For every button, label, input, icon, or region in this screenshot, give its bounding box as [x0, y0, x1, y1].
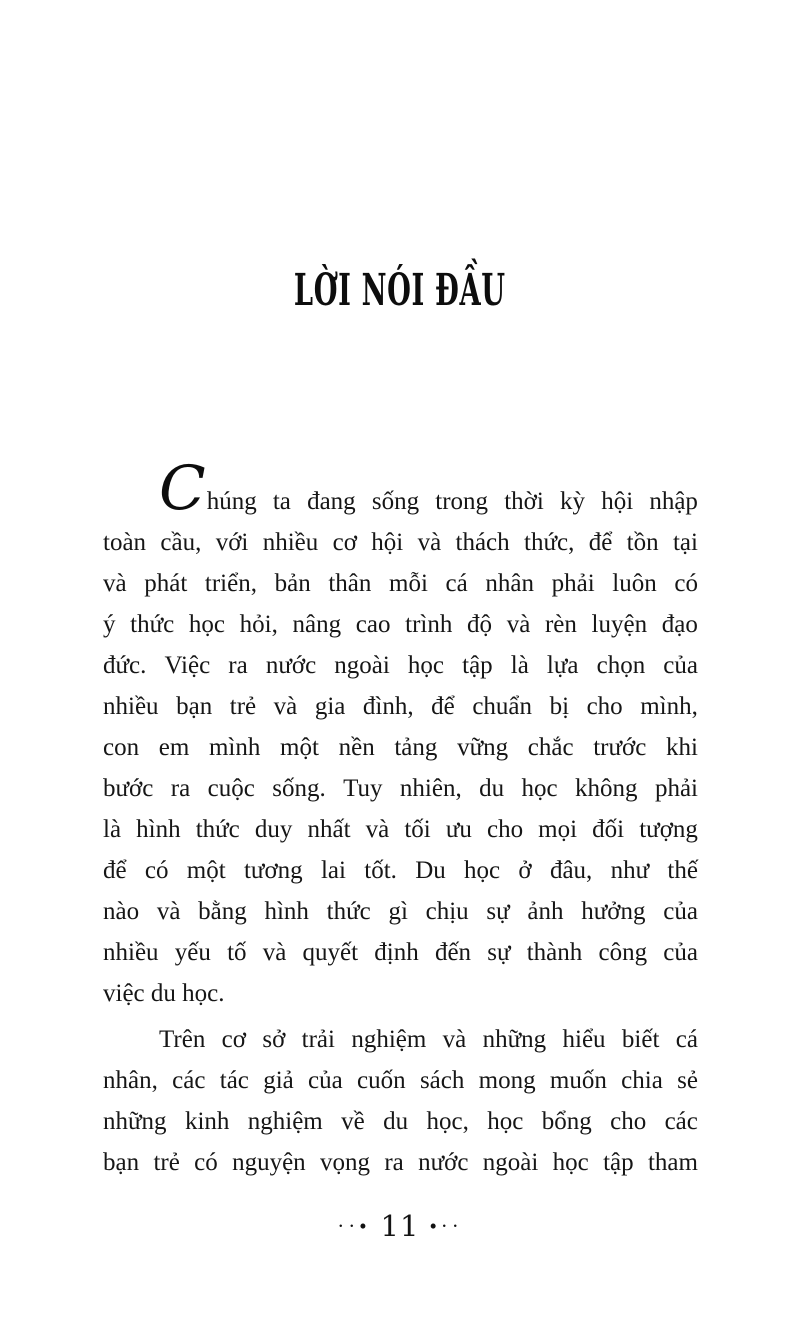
- text-line: [103, 604, 698, 645]
- word: thức: [195, 816, 240, 843]
- word: nâng: [292, 611, 342, 638]
- word: du: [383, 1108, 409, 1135]
- word: nhân: [485, 570, 534, 597]
- word: của: [308, 1067, 343, 1094]
- word: tối: [404, 816, 431, 843]
- word: Tuy: [343, 775, 383, 802]
- word: phải: [551, 570, 595, 597]
- word: lai: [320, 857, 346, 884]
- word: muốn: [549, 1067, 607, 1094]
- word: du: [479, 775, 505, 802]
- drop-cap: C: [159, 453, 206, 524]
- word: bổng: [541, 1108, 592, 1135]
- word: bạn: [103, 1149, 140, 1176]
- word: độ: [467, 611, 493, 638]
- word: để: [431, 693, 455, 720]
- word: mọi: [538, 816, 578, 843]
- word: luôn: [612, 570, 657, 597]
- word: cho: [610, 1108, 647, 1135]
- word: có: [674, 570, 698, 597]
- word: nhiên,: [399, 775, 462, 802]
- word: vững: [457, 734, 509, 761]
- word: và: [103, 570, 127, 597]
- word: học: [464, 857, 501, 884]
- word: có: [144, 857, 169, 884]
- word: và: [156, 898, 181, 925]
- word: và: [417, 529, 442, 556]
- word: cho: [586, 693, 623, 720]
- text-line: [103, 809, 698, 850]
- word: và: [273, 693, 298, 720]
- word: chia: [621, 1067, 663, 1094]
- word: mong: [478, 1067, 536, 1094]
- word: thức: [130, 611, 175, 638]
- word: hội: [371, 529, 404, 556]
- word: học: [487, 1108, 524, 1135]
- word: chịu: [425, 898, 469, 925]
- word: tố: [227, 939, 247, 966]
- word: đình,: [362, 693, 414, 720]
- word: của: [663, 898, 698, 925]
- word: cuốn: [357, 1067, 406, 1094]
- word: cuộc: [207, 775, 255, 802]
- word: cầu,: [160, 529, 202, 556]
- word: thế: [667, 857, 698, 884]
- paragraph: [103, 1019, 698, 1183]
- word: sự: [486, 898, 510, 925]
- word: học: [407, 652, 445, 679]
- page-footer: [0, 1206, 800, 1247]
- word: học,: [426, 1108, 469, 1135]
- word: thành: [526, 939, 583, 966]
- word: lựa: [546, 652, 579, 679]
- word: ở: [518, 857, 532, 884]
- text-line: [103, 563, 698, 604]
- word: phải: [654, 775, 698, 802]
- text-line: [103, 1019, 698, 1060]
- paragraph: [103, 453, 698, 1014]
- word: thân: [328, 570, 372, 597]
- text-line: [103, 522, 698, 563]
- word: chắc: [527, 734, 574, 761]
- word: một: [280, 734, 319, 761]
- word: là: [510, 652, 529, 679]
- word: bằng: [198, 898, 247, 925]
- word: thức,: [524, 529, 575, 556]
- word: như: [610, 857, 650, 884]
- word: cơ: [332, 529, 357, 556]
- word: hiểu: [562, 1026, 606, 1053]
- word: công: [598, 939, 648, 966]
- word: nền: [338, 734, 375, 761]
- word: gia: [314, 693, 346, 720]
- word: sách: [419, 1067, 465, 1094]
- word: bị: [549, 693, 570, 720]
- word: toàn: [103, 529, 147, 556]
- word: hội: [601, 488, 634, 515]
- text-line: [103, 891, 698, 932]
- word: duy: [254, 816, 293, 843]
- word: sở: [262, 1026, 286, 1053]
- word: hỏi,: [239, 611, 278, 638]
- word: triển,: [204, 570, 257, 597]
- word: biết: [621, 1026, 660, 1053]
- word: học: [521, 775, 558, 802]
- word: nước: [265, 652, 317, 679]
- text-line: [103, 768, 698, 809]
- text-line: [103, 686, 698, 727]
- text-line: [103, 1060, 698, 1101]
- word: kỳ: [560, 488, 586, 515]
- word: hình: [136, 816, 181, 843]
- text-line: [103, 645, 698, 686]
- word: đạo: [661, 611, 698, 638]
- word: nhập: [649, 488, 698, 515]
- word: bước: [103, 775, 154, 802]
- word: là: [103, 816, 122, 843]
- word: Du: [415, 857, 446, 884]
- word: để: [103, 857, 127, 884]
- word: đâu,: [549, 857, 593, 884]
- footer-left-dots-ornament: ··•: [337, 1214, 371, 1238]
- chapter-title-text: LỜI NÓI ĐẦU: [294, 265, 506, 316]
- text-line: [103, 1142, 698, 1183]
- word: trẻ: [229, 693, 257, 720]
- word: những: [482, 1026, 547, 1053]
- word: vọng: [320, 1149, 371, 1176]
- text-line: [103, 850, 698, 891]
- word: nhân,: [103, 1067, 158, 1094]
- word: rèn: [544, 611, 577, 638]
- word: bạn: [176, 693, 213, 720]
- word: tác: [219, 1067, 249, 1094]
- word: ta: [272, 488, 291, 515]
- word: những: [103, 1108, 167, 1135]
- word: với: [215, 529, 249, 556]
- word: và: [442, 1026, 467, 1053]
- word: bản: [274, 570, 311, 597]
- word: một: [186, 857, 226, 884]
- text-line: [103, 453, 698, 524]
- word: trước: [593, 734, 647, 761]
- word: cá: [675, 1026, 698, 1053]
- word: mình,: [640, 693, 698, 720]
- word: trình: [405, 611, 453, 638]
- word: ngoài: [334, 652, 390, 679]
- body-text: [103, 453, 698, 1183]
- word: của: [663, 939, 698, 966]
- word: của: [663, 652, 698, 679]
- word: hưởng: [581, 898, 646, 925]
- word: gì: [388, 898, 408, 925]
- word: Trên: [159, 1026, 206, 1053]
- word: và: [262, 939, 287, 966]
- word: tại: [672, 529, 698, 556]
- word: Chúng: [159, 453, 257, 524]
- word: ngoài: [482, 1149, 539, 1176]
- word: tồn: [626, 529, 659, 556]
- word: ra: [170, 775, 191, 802]
- word: mỗi: [389, 570, 428, 597]
- word: học: [552, 1149, 589, 1176]
- word: tham: [647, 1149, 698, 1176]
- word: kinh: [184, 1108, 230, 1135]
- word: sống: [371, 488, 420, 515]
- text-line: việc du học.: [103, 980, 225, 1007]
- word: tập: [462, 652, 493, 679]
- page-number: 11: [380, 1209, 420, 1243]
- word: ưu: [445, 816, 472, 843]
- word: và: [365, 816, 390, 843]
- word: nhất: [307, 816, 351, 843]
- word: tốt.: [364, 857, 397, 884]
- word: nào: [103, 898, 140, 925]
- word: sẻ: [677, 1067, 698, 1094]
- word: nghiệm: [247, 1108, 323, 1135]
- word: để: [588, 529, 613, 556]
- text-line: [103, 932, 698, 973]
- word: tảng: [394, 734, 438, 761]
- word: không: [575, 775, 638, 802]
- text-line: [103, 1101, 698, 1142]
- word: nguyện: [232, 1149, 306, 1176]
- word: ảnh: [527, 898, 564, 925]
- word: nhiều: [103, 939, 159, 966]
- word: ra: [384, 1149, 404, 1176]
- word: hình: [264, 898, 309, 925]
- word: mình: [208, 734, 261, 761]
- word: trong: [435, 488, 489, 515]
- word: đang: [307, 488, 356, 515]
- word: tập: [603, 1149, 634, 1176]
- chapter-title: [0, 266, 800, 316]
- word: cá: [445, 570, 468, 597]
- word: trải: [301, 1026, 335, 1053]
- word: ra: [228, 652, 248, 679]
- word: quyết: [302, 939, 359, 966]
- word: các: [172, 1067, 206, 1094]
- word: sống.: [272, 775, 326, 802]
- word: thách: [455, 529, 510, 556]
- word: về: [341, 1108, 365, 1135]
- word: nhiều: [262, 529, 319, 556]
- footer-right-dots-ornament: •··: [429, 1214, 463, 1238]
- word: tương: [243, 857, 303, 884]
- word: ý: [103, 611, 116, 638]
- word: có: [194, 1149, 218, 1176]
- word: thức: [326, 898, 371, 925]
- word: nhiều: [103, 693, 159, 720]
- word: Việc: [164, 652, 211, 679]
- word: luyện: [591, 611, 648, 638]
- word: yếu: [174, 939, 211, 966]
- word: cho: [486, 816, 524, 843]
- word: đối: [592, 816, 625, 843]
- text-line: [103, 727, 698, 768]
- word: cao: [355, 611, 391, 638]
- word: con: [103, 734, 140, 761]
- word: em: [158, 734, 190, 761]
- word: và: [506, 611, 531, 638]
- word: thời: [504, 488, 544, 515]
- word: trẻ: [153, 1149, 180, 1176]
- word: phát: [144, 570, 188, 597]
- word: giả: [263, 1067, 294, 1094]
- word: định: [374, 939, 419, 966]
- word: sự: [487, 939, 511, 966]
- word: chọn: [596, 652, 646, 679]
- word: tượng: [639, 816, 698, 843]
- word: cơ: [221, 1026, 246, 1053]
- word: nghiệm: [351, 1026, 427, 1053]
- word: học: [188, 611, 226, 638]
- word: đức.: [103, 652, 147, 679]
- word: chuẩn: [472, 693, 533, 720]
- word: khi: [666, 734, 698, 761]
- word: nước: [418, 1149, 469, 1176]
- word: các: [664, 1108, 698, 1135]
- word: đến: [434, 939, 472, 966]
